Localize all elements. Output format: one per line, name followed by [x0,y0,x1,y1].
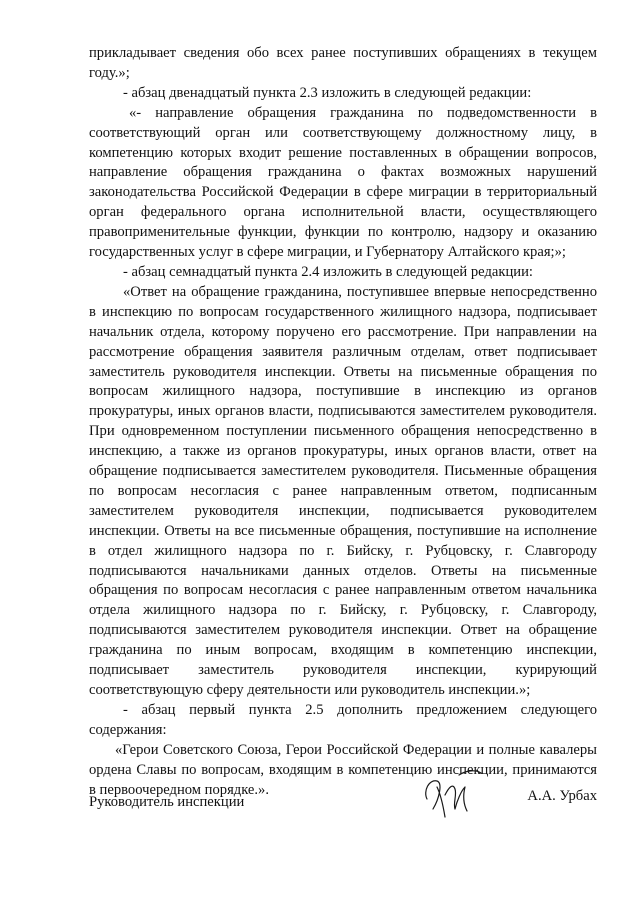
paragraph-5: «Ответ на обращение гражданина, поступившее впервые непосредственно в инспекцию по вопросам государственного жилищного надзора, подписывает начальник отдела, которому поручено его рассмотрение. При направлении на рассмотрение обращения заявителя различным отделам, ответ подписывает заместитель руководителя инспекции. Ответы на письменные обращения по вопросам жилищного надзора, поступившие в инспекцию из органов прокуратуры, иных органов власти, подписываются заместителем руководителя. При одновременном поступлении письменного обращения непосредственно в инспекцию, а также из органов прокуратуры, иных органов власти, ответ на обращение подписывается заместителем руководителя. Письменные обращения по вопросам несогласия с ранее направленным ответом, подписанным заместителем руководителя инспекции, подписывается руководителем инспекции. Ответы на все письменные обращения, поступившие на исполнение в отдел жилищного надзора по г. Бийску, г. Рубцовску, г. Славгороду подписываются начальниками данных отделов. Ответы на письменные обращения по вопросам несогласия с ранее направленным ответом начальника отдела жилищного надзора по г. Бийску, г. Рубцовску, г. Славгороду, подписываются заместителем руководителя инспекции. Ответ на обращение гражданина по иным вопросам, входящим в компетенцию инспекции, подписывает заместитель руководителя инспекции, курирующий соответствующую сферу деятельности или руководитель инспекции.»; [89,283,597,698]
handwritten-signature [419,765,489,829]
paragraph-2: - абзац двенадцатый пункта 2.3 изложить в следующей редакции: [123,84,532,101]
signature-block [89,783,597,823]
document-body [89,44,597,800]
signatory-name: А.А. Урбах [527,788,597,804]
paragraph-4: - абзац семнадцатый пункта 2.4 изложить в следующей редакции: [123,263,533,280]
paragraph-6: - абзац первый пункта 2.5 дополнить предложением следующего содержания: [89,701,597,738]
paragraph-3: «- направление обращения гражданина по подведомственности в соответствующий орган или соответствующему должностному лицу, в компетенцию которых входит решение поставленных в обращении вопросов, направление обращения гражданина о фактах возможных нарушений законодательства Российской Федерации в сфере миграции в территориальный орган федерального органа исполнительной власти, осуществляющего правоприменительные функции, функции по контролю, надзору и оказанию государственных услуг в сфере миграции, и Губернатору Алтайского края;»; [89,104,597,261]
paragraph-1: прикладывает сведения обо всех ранее поступивших обращениях в текущем году.»; [89,45,597,81]
paragraph-7: «Герои Советского Союза, Герои Российской Федерации и полные кавалеры ордена Славы по вопросам, входящим в компетенцию инспекции, принимаются в первоочередном порядке.». [89,741,597,798]
signatory-role: Руководитель инспекции [89,794,245,810]
